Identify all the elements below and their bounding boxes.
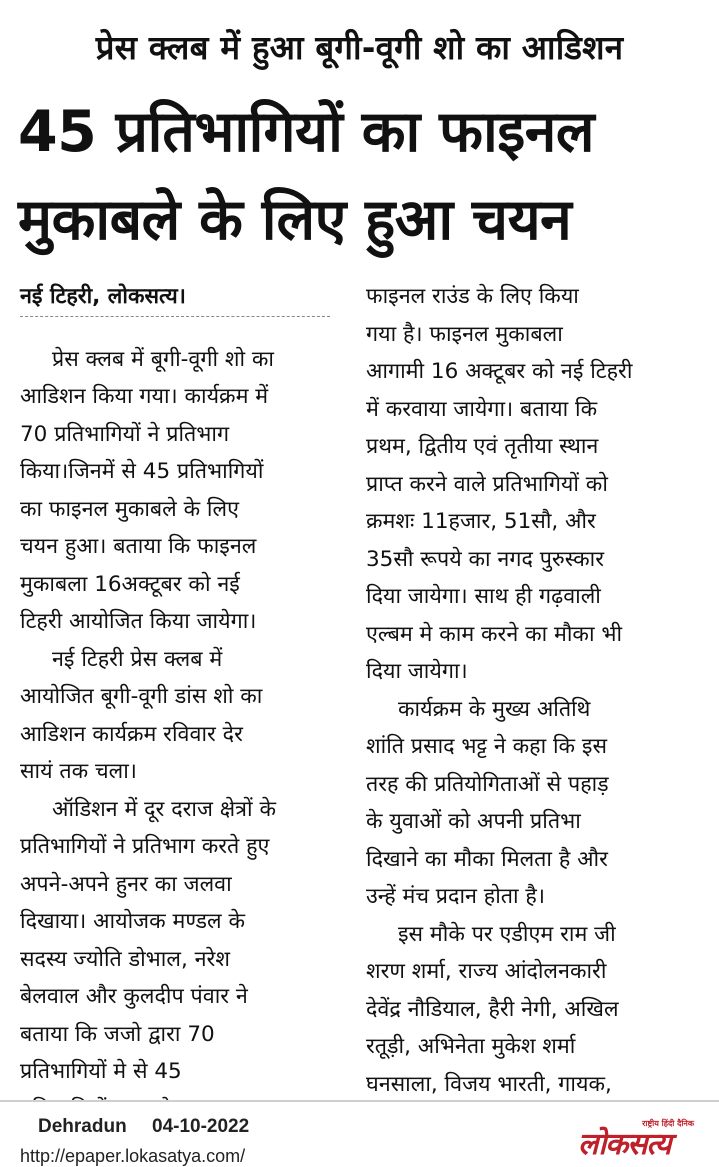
kicker-headline: प्रेस क्लब में हुआ बूगी-वूगी शो का आडिशन xyxy=(95,28,624,67)
body-line: देवेंद्र नौडियाल, हैरी नेगी, अखिल xyxy=(366,996,619,1022)
body-line: का फाइनल मुकाबले के लिए xyxy=(20,496,239,522)
main-headline-line-2: मुकाबले के लिए हुआ चयन xyxy=(18,187,572,253)
body-line: टिहरी आयोजित किया जायेगा। xyxy=(20,609,257,634)
dateline-container xyxy=(20,278,330,317)
body-line: सायं तक चला। xyxy=(20,759,137,784)
body-line: आगामी 16 अक्टूबर को नई टिहरी xyxy=(366,359,633,384)
logo-text: लोकसत्य xyxy=(578,1127,671,1162)
epaper-footer xyxy=(0,1100,719,1166)
body-line: तरह की प्रतियोगिताओं से पहाड़ xyxy=(366,771,609,797)
edition-place: Dehradun xyxy=(38,1116,127,1137)
body-line: एल्बम मे काम करने का मौका भी xyxy=(366,621,623,647)
body-line: मुकाबला 16अक्टूबर को नई xyxy=(20,571,240,597)
body-line: दिखाने का मौका मिलता है और xyxy=(366,846,608,872)
body-line: रतूड़ी, अभिनेता मुकेश शर्मा xyxy=(366,1034,576,1059)
edition-date: 04-10-2022 xyxy=(152,1116,250,1137)
body-line: प्रेस क्लब में बूगी-वूगी शो का xyxy=(52,346,274,372)
body-line: नई टिहरी प्रेस क्लब में xyxy=(52,646,223,672)
body-line: इस मौके पर एडीएम राम जी xyxy=(398,921,616,947)
body-line: किया।जिनमें से 45 प्रतिभागियों xyxy=(20,459,264,484)
body-line: दिया जायेगा। xyxy=(366,659,468,684)
body-line: सदस्य ज्योति डोभाल, नरेश xyxy=(20,946,230,972)
body-line: बताया कि जजो द्वारा 70 xyxy=(20,1021,215,1047)
body-line: फाइनल राउंड के लिए किया xyxy=(366,284,579,309)
logo-tagline: राष्ट्रीय हिंदी दैनिक xyxy=(642,1119,694,1128)
body-line: आडिशन किया गया। कार्यक्रम में xyxy=(20,384,269,409)
body-line: प्रतिभागियों ने प्रतिभाग करते हुए xyxy=(20,834,270,859)
body-line: क्रमशः 11हजार, 51सौ, और xyxy=(366,509,596,534)
body-line: कार्यक्रम के मुख्य अतिथि xyxy=(398,696,591,722)
body-line: शांति प्रसाद भट्ट ने कहा कि इस xyxy=(366,734,607,759)
body-line: उन्हें मंच प्रदान होता है। xyxy=(366,884,545,909)
main-headline xyxy=(18,88,708,264)
body-line: 35सौ रूपये का नगद पुरुस्कार xyxy=(366,546,605,572)
body-line: प्रतिभागियों मे से 45 xyxy=(20,1059,182,1084)
body-line: में करवाया जायेगा। बताया कि xyxy=(366,396,598,422)
body-line: प्रथम, द्वितीय एवं तृतीया स्थान xyxy=(366,434,599,459)
epaper-link[interactable]: http://epaper.lokasatya.com/ xyxy=(20,1146,246,1166)
body-line: चयन हुआ। बताया कि फाइनल xyxy=(20,534,257,559)
body-line: प्राप्त करने वाले प्रतिभागियों को xyxy=(366,471,608,497)
body-line: घनसाला, विजय भारती, गायक, xyxy=(366,1071,612,1097)
body-line: आयोजित बूगी-वूगी डांस शो का xyxy=(20,684,263,709)
article-column-left xyxy=(20,278,338,1128)
body-line: आडिशन कार्यक्रम रविवार देर xyxy=(20,721,243,747)
body-line: ऑडिशन में दूर दराज क्षेत्रों के xyxy=(52,796,276,822)
dateline: नई टिहरी, लोकसत्य। xyxy=(20,284,186,309)
body-line: गया है। फाइनल मुकाबला xyxy=(366,321,563,347)
body-line: अपने-अपने हुनर का जलवा xyxy=(20,871,232,897)
body-line: के युवाओं को अपनी प्रतिभा xyxy=(366,809,581,834)
newspaper-logo xyxy=(578,1116,708,1162)
body-line: दिखाया। आयोजक मण्डल के xyxy=(20,909,245,934)
body-line: दिया जायेगा। साथ ही गढ़वाली xyxy=(366,584,601,609)
main-headline-line-1: 45 प्रतिभागियों का फाइनल xyxy=(18,99,595,165)
article-column-right xyxy=(366,278,686,1141)
body-line: शरण शर्मा, राज्य आंदोलनकारी xyxy=(366,959,607,984)
body-line: बेलवाल और कुलदीप पंवार ने xyxy=(20,984,248,1009)
body-line: 70 प्रतिभागियों ने प्रतिभाग xyxy=(20,421,230,447)
